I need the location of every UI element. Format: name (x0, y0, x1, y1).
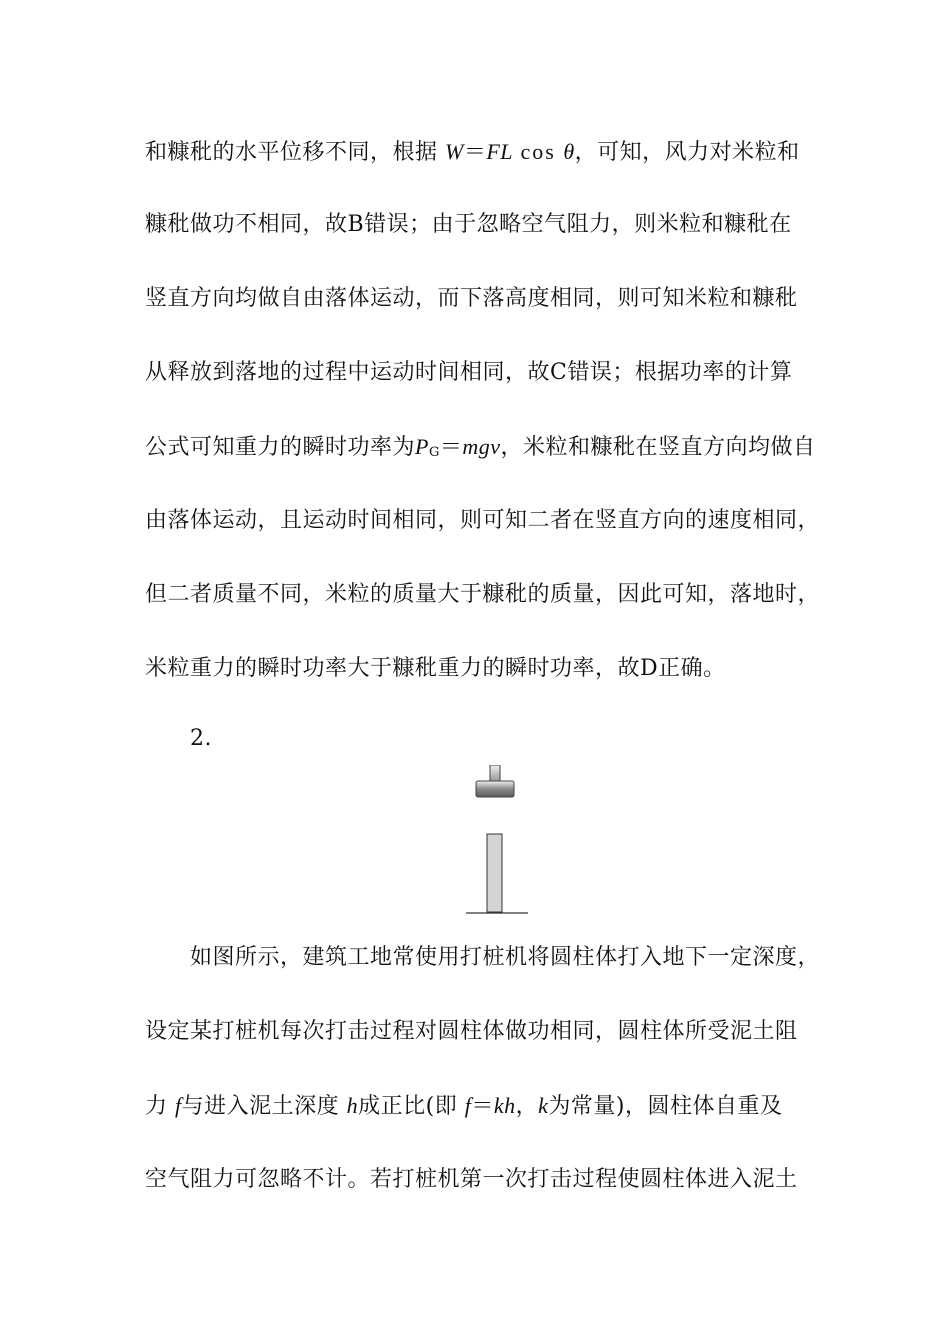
answer-line-3: 竖直方向均做自由落体运动，而下落高度相同，则可知米粒和糠秕 (145, 286, 798, 311)
hammer-stem (490, 765, 500, 781)
question-number: 2. (190, 726, 212, 751)
hammer-head (476, 781, 514, 797)
question-paragraph-line-2: 设定某打桩机每次打击过程对圆柱体做功相同，圆柱体所受泥土阻 (145, 1019, 798, 1044)
question-paragraph-line-4: 空气阻力可忽略不计。若打桩机第一次打击过程使圆柱体进入泥土 (145, 1167, 798, 1192)
answer-line-4: 从释放到落地的过程中运动时间相同，故C错误；根据功率的计算 (145, 360, 793, 385)
answer-line-8: 米粒重力的瞬时功率大于糠秕重力的瞬时功率，故D正确。 (145, 656, 726, 681)
answer-line-1: 和糠秕的水平位移不同，根据 W＝FL cos θ，可知，风力对米粒和 (145, 139, 800, 165)
pile-cylinder (487, 834, 502, 912)
question-paragraph-line-1: 如图所示，建筑工地常使用打桩机将圆柱体打入地下一定深度， (190, 945, 821, 970)
answer-line-5: 公式可知重力的瞬时功率为$P_G=mgv$，米粒和糠秕在竖直方向均做自 (145, 434, 816, 460)
answer-line-2: 糠秕做功不相同，故B错误；由于忽略空气阻力，则米粒和糠秕在 (145, 212, 792, 237)
answer-line-6: 由落体运动，且运动时间相同，则可知二者在竖直方向的速度相同， (145, 508, 821, 533)
answer-line-7: 但二者质量不同，米粒的质量大于糠秕的质量，因此可知，落地时， (145, 582, 821, 607)
pile-driver-figure (460, 765, 530, 915)
question-paragraph-line-3: 力 f与进入泥土深度 h成正比(即 f＝kh，k为常量)，圆柱体自重及 (145, 1093, 783, 1119)
